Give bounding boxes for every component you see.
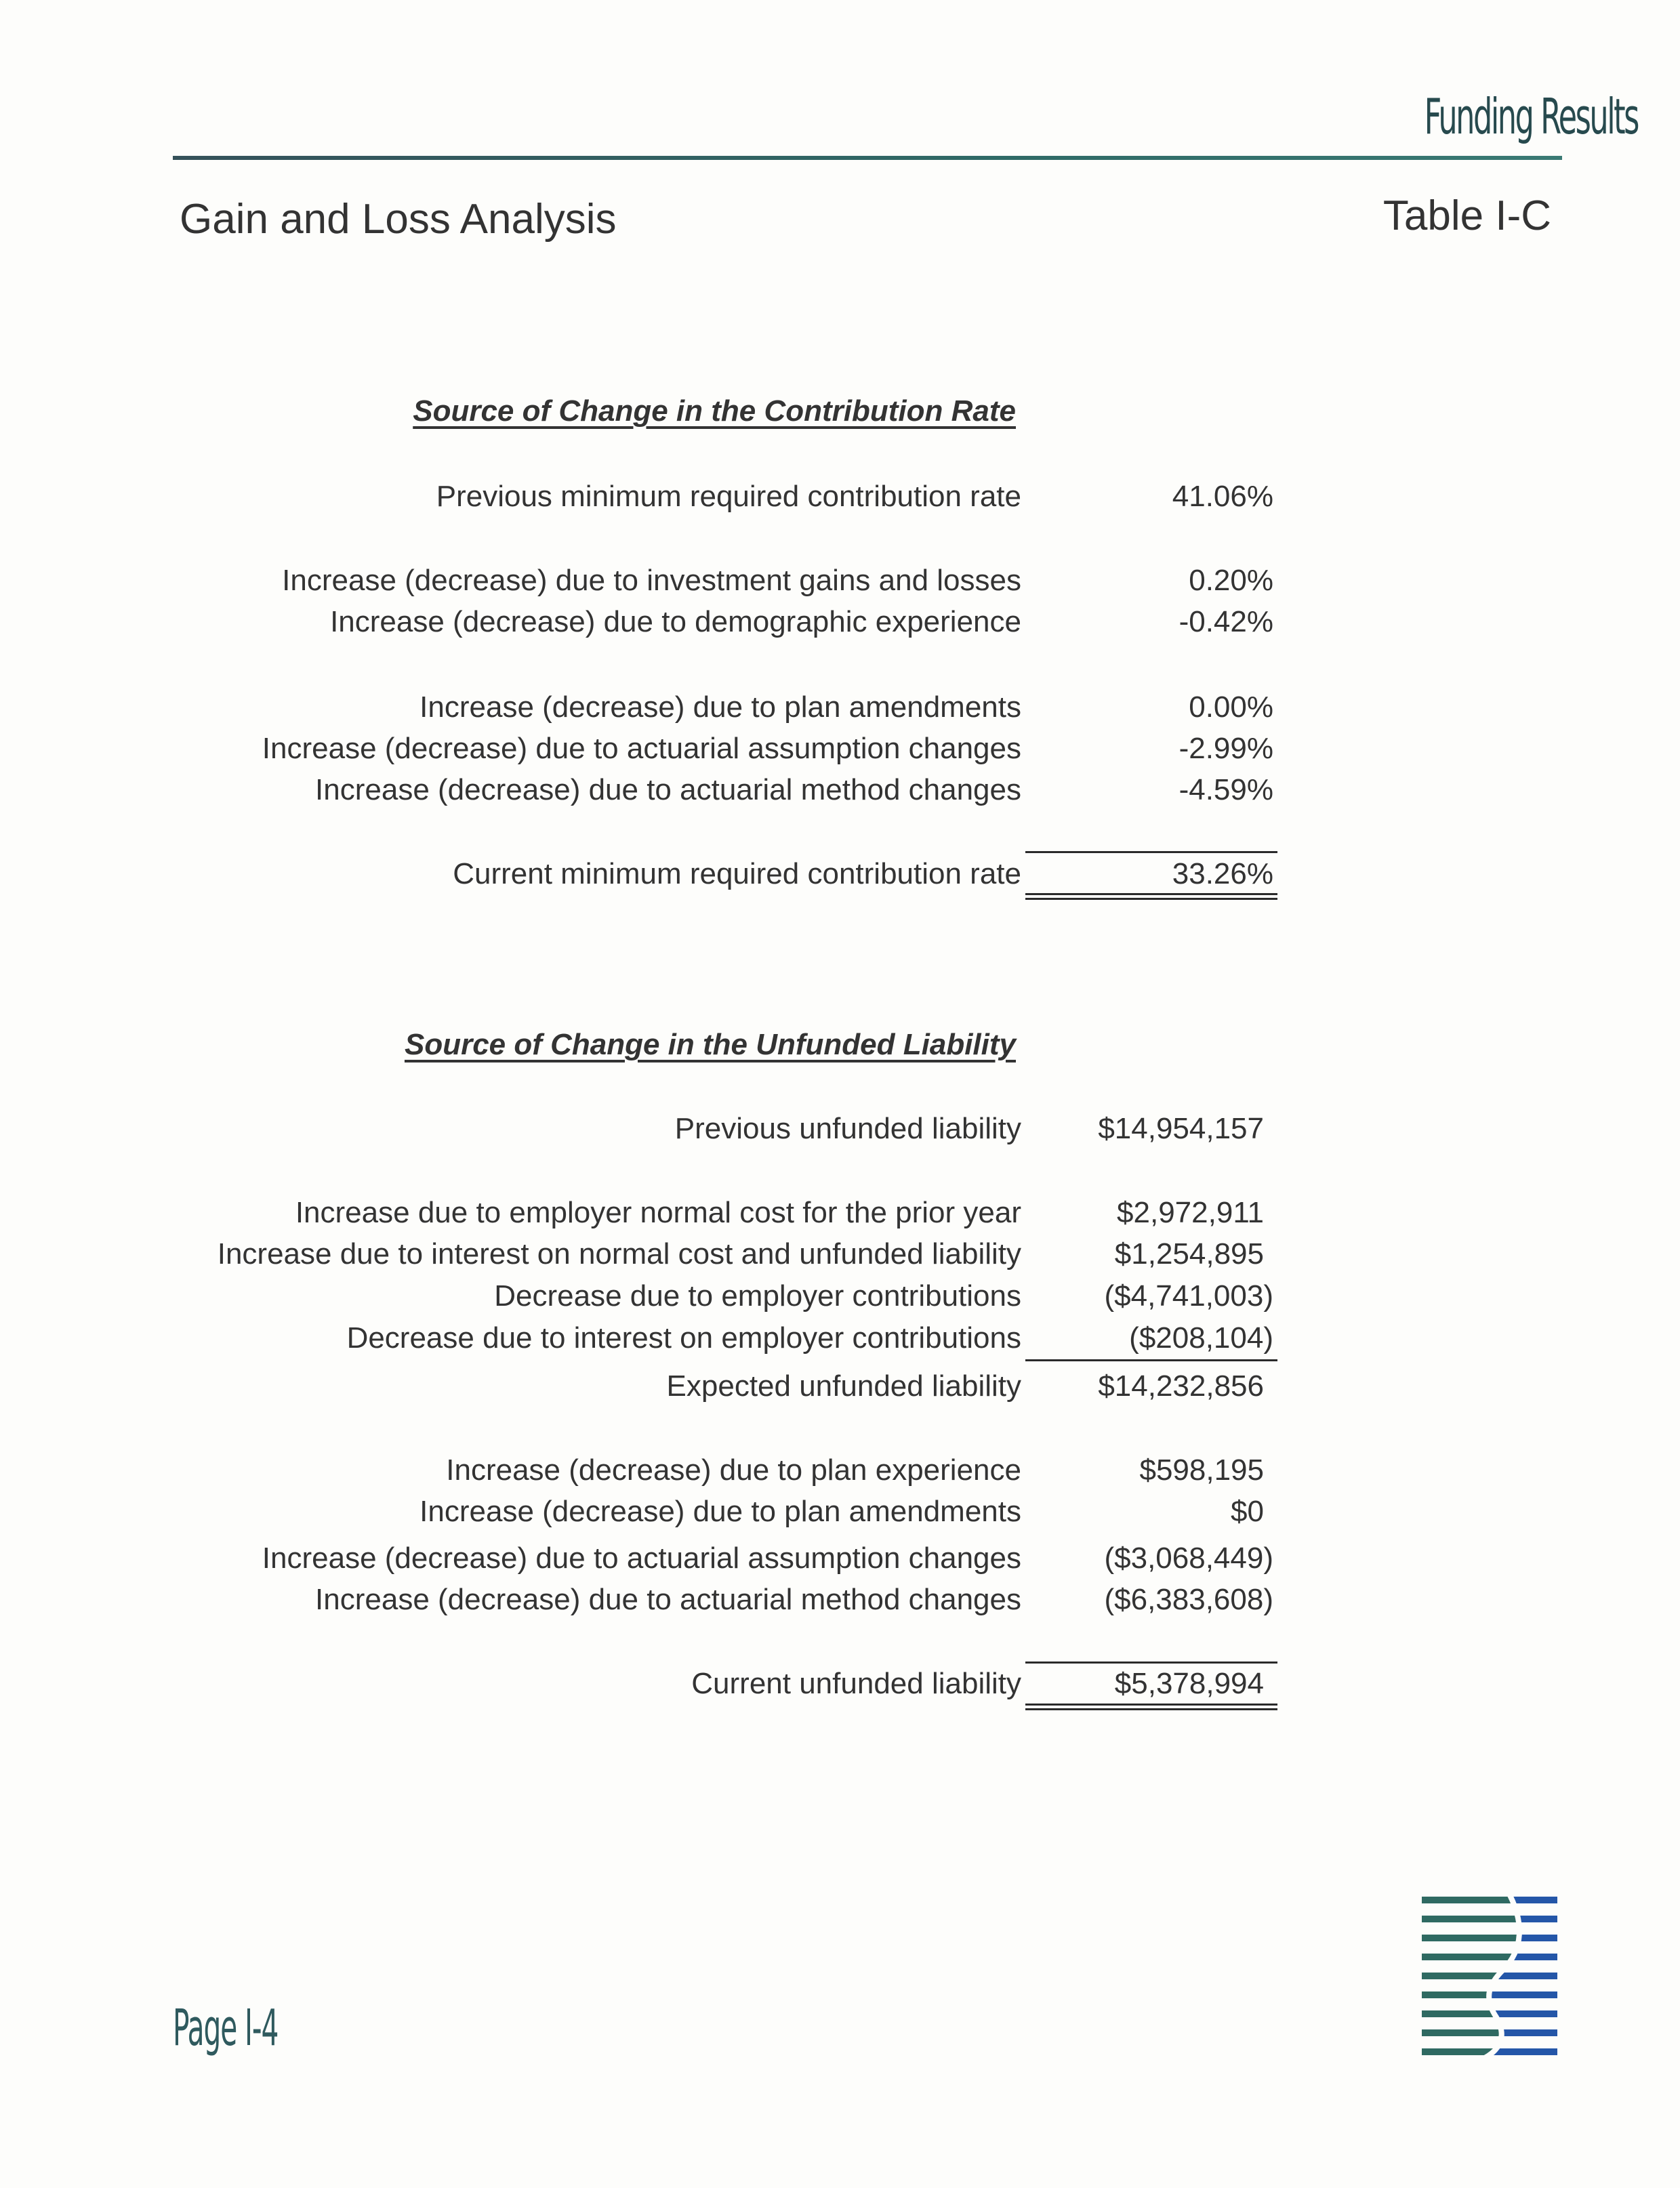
ul-current-label: Current unfunded liability [691, 1667, 1021, 1700]
ul-expected-rule [1025, 1359, 1277, 1361]
cr-investment-label: Increase (decrease) due to investment gains and losses [282, 564, 1021, 597]
cr-amendments-label: Increase (decrease) due to plan amendments [419, 690, 1021, 724]
ul-interest-contrib-value: ($208,104) [1129, 1321, 1273, 1355]
ul-total-double-rule [1025, 1704, 1277, 1710]
header-rule [173, 156, 1562, 160]
ul-normal-cost-label: Increase due to employer normal cost for the prior year [295, 1196, 1021, 1229]
ul-contributions-value: ($4,741,003) [1104, 1279, 1273, 1313]
ul-normal-cost-value: $2,972,911 [1117, 1196, 1264, 1229]
ul-current-value: $5,378,994 [1114, 1667, 1264, 1700]
ul-experience-value: $598,195 [1139, 1453, 1264, 1487]
ul-amendments-value: $0 [1231, 1495, 1264, 1528]
cr-total-rule [1025, 851, 1277, 853]
page-title: Gain and Loss Analysis [180, 196, 617, 243]
ul-interest-nc-label: Increase due to interest on normal cost and unfunded liability [217, 1237, 1021, 1271]
ul-experience-label: Increase (decrease) due to plan experience [446, 1453, 1021, 1487]
ul-assumptions-label: Increase (decrease) due to actuarial assumption changes [262, 1542, 1021, 1575]
section-header: Funding Results [1424, 88, 1638, 145]
cr-methods-value: -4.59% [1179, 773, 1273, 806]
company-logo-icon [1422, 1895, 1557, 2066]
cr-current-label: Current minimum required contribution rate [453, 857, 1021, 890]
ul-methods-value: ($6,383,608) [1104, 1583, 1273, 1616]
table-label: Table I-C [1382, 192, 1551, 239]
ul-total-rule [1025, 1661, 1277, 1664]
cr-total-double-rule [1025, 893, 1277, 900]
ul-methods-label: Increase (decrease) due to actuarial method changes [315, 1583, 1021, 1616]
cr-assumptions-label: Increase (decrease) due to actuarial assumption changes [262, 732, 1021, 765]
ul-expected-value: $14,232,856 [1098, 1369, 1264, 1403]
ul-interest-contrib-label: Decrease due to interest on employer contributions [346, 1321, 1021, 1355]
page-number: Page I-4 [173, 1999, 279, 2057]
cr-previous-label: Previous minimum required contribution rate [436, 480, 1021, 513]
ul-expected-label: Expected unfunded liability [666, 1369, 1021, 1403]
cr-current-value: 33.26% [1172, 857, 1273, 890]
cr-investment-value: 0.20% [1189, 564, 1273, 597]
cr-amendments-value: 0.00% [1189, 690, 1273, 724]
unfunded-liability-heading: Source of Change in the Unfunded Liability [404, 1028, 1016, 1061]
cr-demographic-value: -0.42% [1179, 605, 1273, 638]
ul-previous-value: $14,954,157 [1098, 1112, 1264, 1145]
cr-assumptions-value: -2.99% [1179, 732, 1273, 765]
ul-previous-label: Previous unfunded liability [674, 1112, 1021, 1145]
ul-contributions-label: Decrease due to employer contributions [494, 1279, 1021, 1313]
ul-assumptions-value: ($3,068,449) [1104, 1542, 1273, 1575]
cr-demographic-label: Increase (decrease) due to demographic experience [330, 605, 1021, 638]
ul-interest-nc-value: $1,254,895 [1114, 1237, 1264, 1271]
cr-previous-value: 41.06% [1172, 480, 1273, 513]
cr-methods-label: Increase (decrease) due to actuarial method changes [315, 773, 1021, 806]
ul-amendments-label: Increase (decrease) due to plan amendments [419, 1495, 1021, 1528]
contribution-rate-heading: Source of Change in the Contribution Rate [413, 394, 1016, 428]
